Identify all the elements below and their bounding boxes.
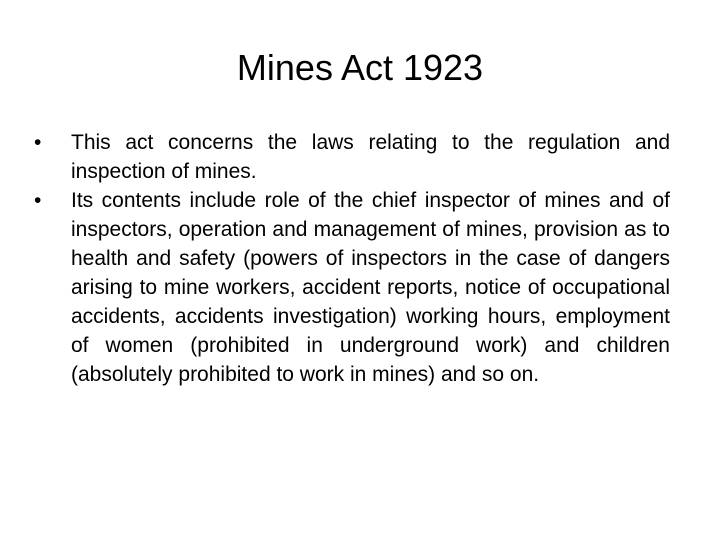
- bullet-list: [34, 128, 670, 389]
- bullet-item-scope: [34, 128, 670, 186]
- bullet-dot-icon: •: [34, 189, 42, 212]
- slide-title: Mines Act 1923: [236, 47, 484, 88]
- bullet-text: Its contents include role of the chief inspector of mines and of inspectors, operation and management of mines, provision as to health and safety (powers of inspectors in the case of dangers arising to mine workers, accident reports, notice of occupational accidents, accidents investigation) working hours, employment of women (prohibited in underground work) and children (absolutely prohibited to work in mines) and so on.: [71, 189, 670, 386]
- bullet-dot-icon: •: [34, 131, 42, 154]
- bullet-item-contents: [34, 186, 670, 389]
- bullet-text: This act concerns the laws relating to the regulation and inspection of mines.: [71, 131, 670, 183]
